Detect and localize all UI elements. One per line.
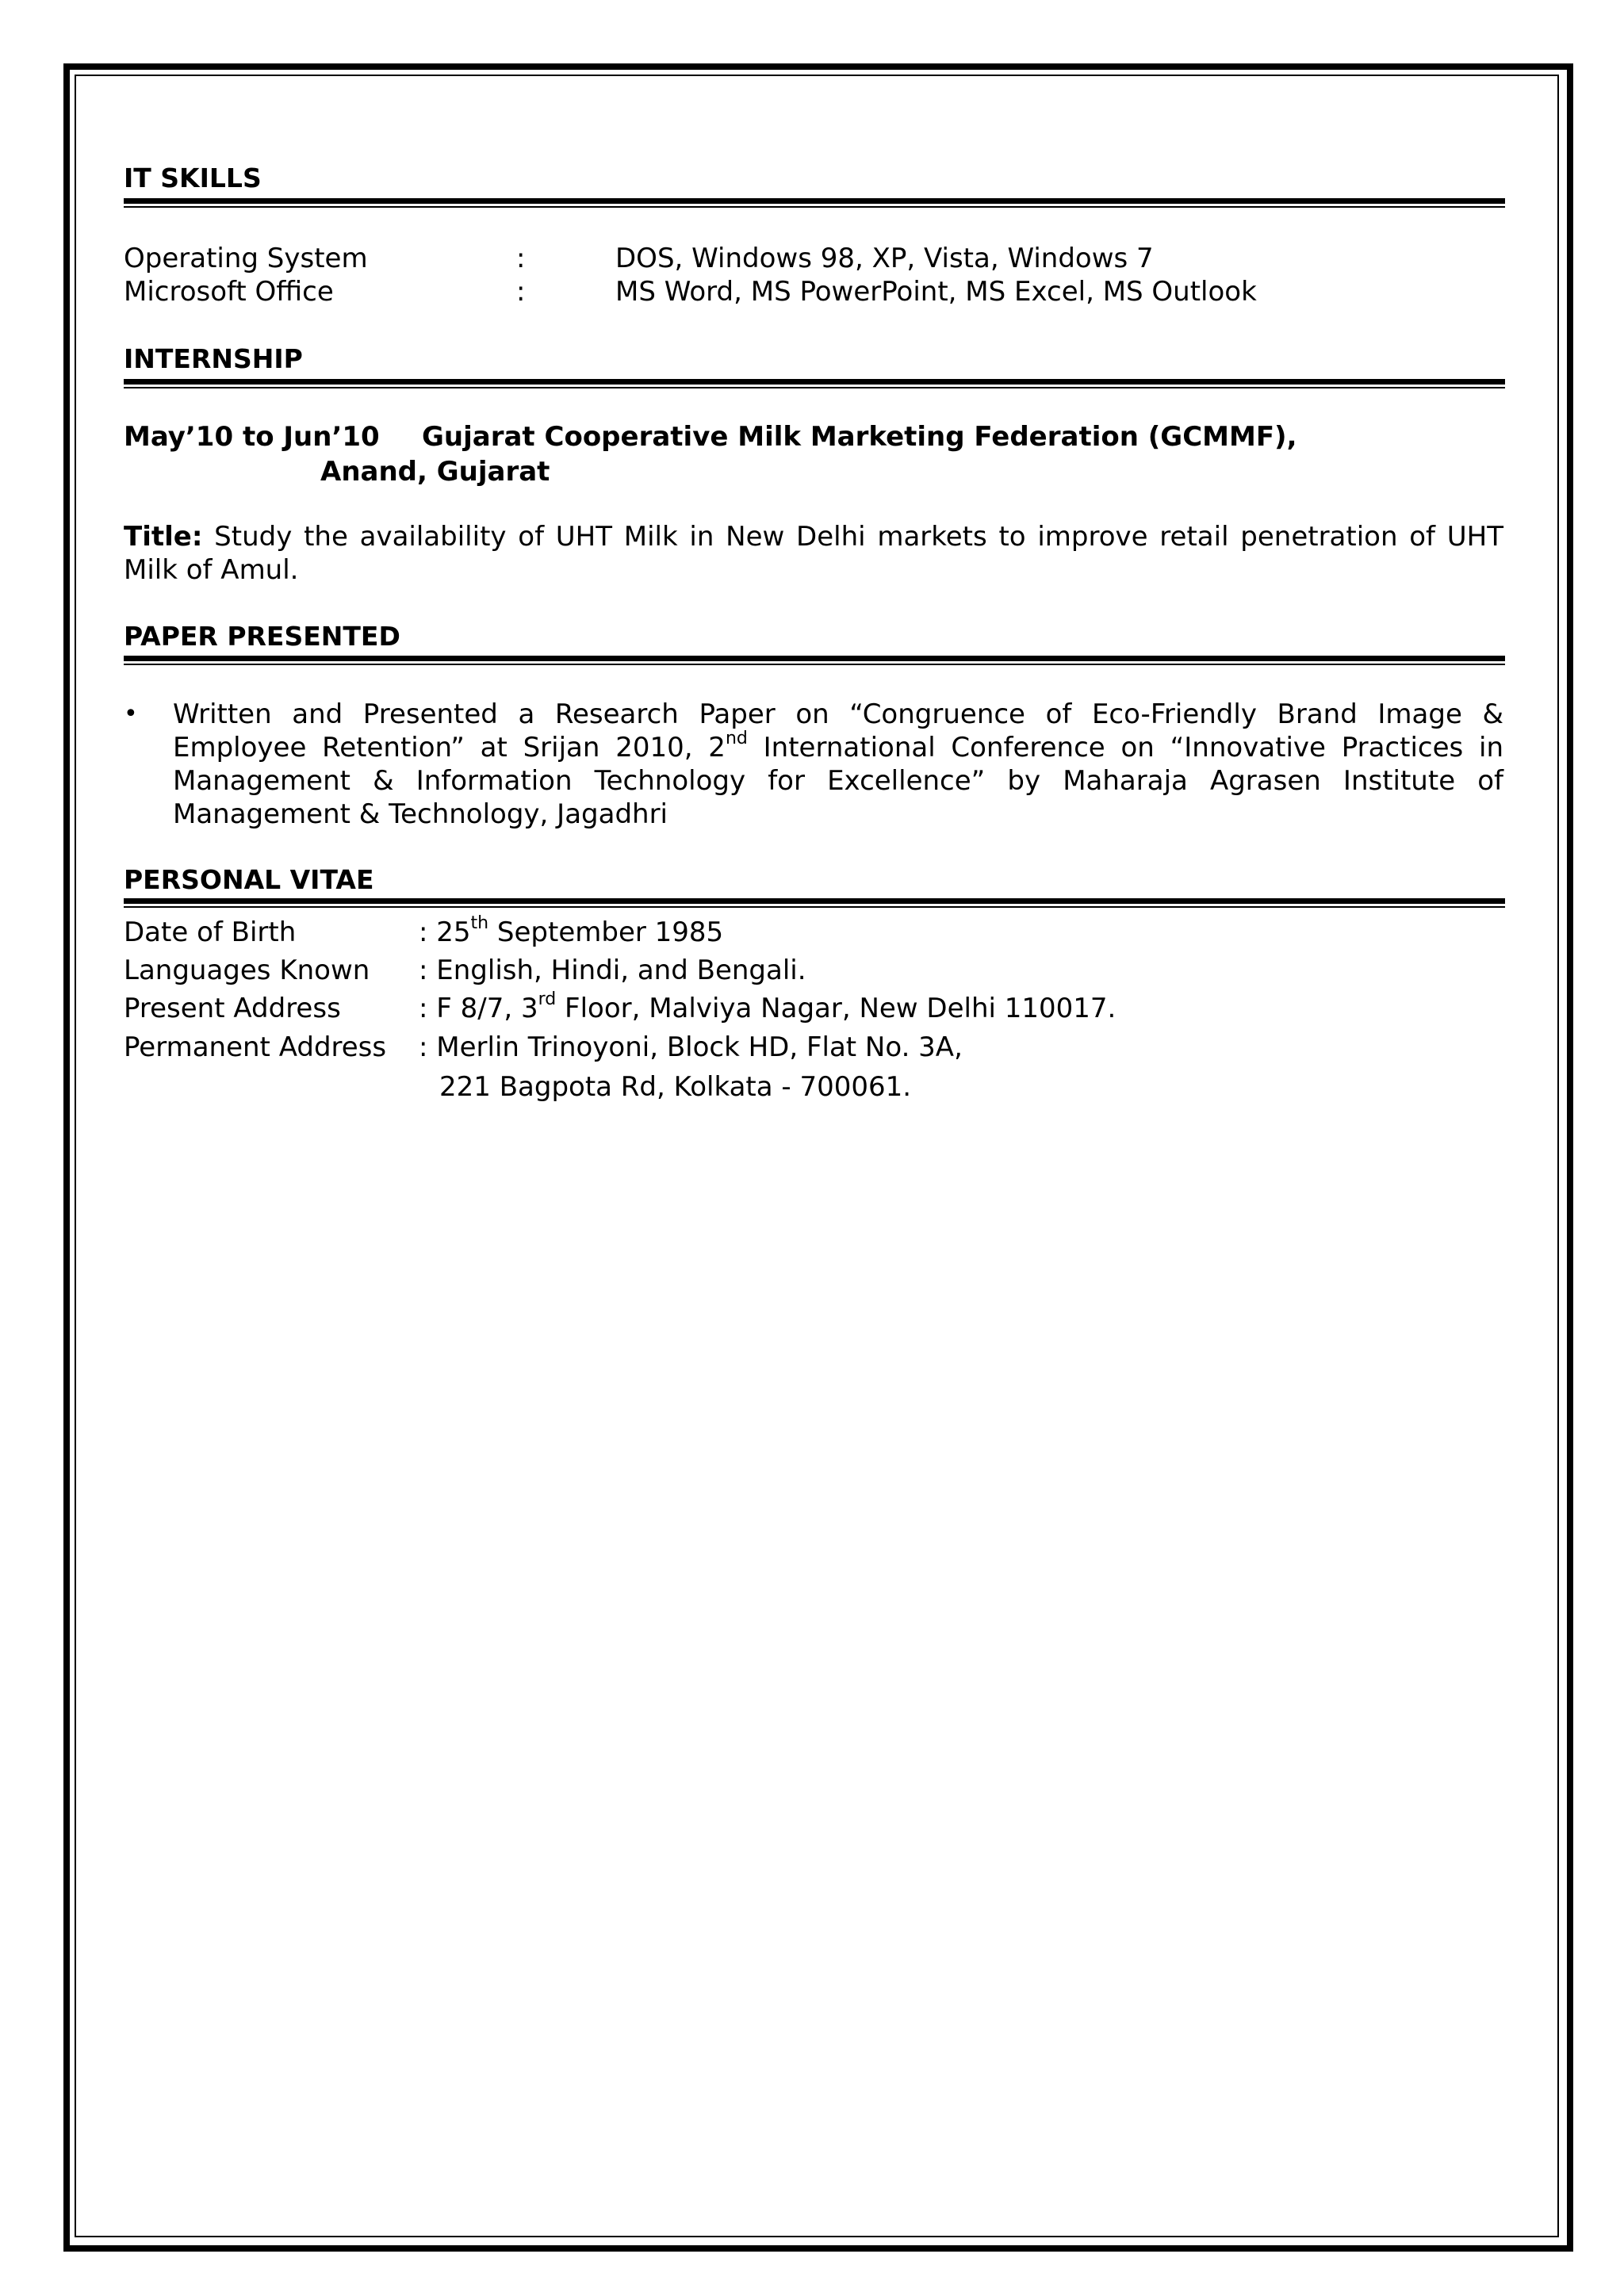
internship-organization: Gujarat Cooperative Milk Marketing Federation (GCMMF), [422,421,1297,453]
paper-presented-text [173,698,1503,831]
os-separator: : [516,243,526,274]
paper-line-2 [173,728,1504,764]
paper-line-2-sup: nd [725,728,748,748]
os-label: Operating System [124,243,368,274]
os-value: DOS, Windows 98, XP, Vista, Windows 7 [615,243,1154,274]
internship-location: Anand, Gujarat [320,456,550,488]
internship-period: May’10 to Jun’10 [124,421,380,453]
internship-rule [124,379,1505,388]
paper-line-3: Management & Information Technology for Excellence” by Maharaja Agrasen Institute of [173,765,1503,797]
dob-value-a: : 25 [419,916,471,948]
paper-line-2-a: Employee Retention” at Srijan 2010, 2 [173,732,726,763]
languages-value: : English, Hindi, and Bengali. [419,955,806,986]
internship-title-line-1 [124,520,1503,553]
paper-bullet: • [124,700,138,728]
paper-presented-heading: PAPER PRESENTED [124,621,400,652]
internship-title-text-1: Study the availability of UHT Milk in New Delhi markets to improve retail penetration of UHT [214,521,1503,553]
dob-value-sup: th [470,913,489,933]
personal-vitae-heading: PERSONAL VITAE [124,864,374,895]
internship-title [124,520,1503,587]
office-label: Microsoft Office [124,276,334,308]
dob-label: Date of Birth [124,916,297,948]
internship-title-text-2: Milk of Amul. [124,554,299,586]
paper-line-2-b: International Conference on “Innovative Practices in [747,732,1504,763]
it-skills-rule [124,198,1505,208]
present-address-value [419,989,1116,1025]
present-address-value-a: : F 8/7, 3 [419,993,538,1024]
internship-heading: INTERNSHIP [124,343,303,374]
personal-vitae-rule [124,898,1505,908]
paper-presented-rule [124,656,1505,665]
office-value: MS Word, MS PowerPoint, MS Excel, MS Outlook [615,276,1257,308]
permanent-address-label: Permanent Address [124,1031,387,1063]
present-address-value-sup: rd [538,989,557,1009]
permanent-address-line-1: : Merlin Trinoyoni, Block HD, Flat No. 3A, [419,1031,963,1063]
internship-title-label: Title: [124,521,203,553]
present-address-label: Present Address [124,993,341,1024]
paper-line-1: Written and Presented a Research Paper on “Congruence of Eco-Friendly Brand Image & [173,698,1503,730]
paper-line-4: Management & Technology, Jagadhri [173,798,668,830]
present-address-value-b: Floor, Malviya Nagar, New Delhi 110017. [556,993,1116,1024]
dob-value-b: September 1985 [488,916,724,948]
permanent-address-line-2: 221 Bagpota Rd, Kolkata - 700061. [439,1071,912,1103]
it-skills-heading: IT SKILLS [124,163,262,193]
page-border-inner [75,75,1559,2237]
dob-value [419,913,724,949]
languages-label: Languages Known [124,955,370,986]
office-separator: : [516,276,526,308]
